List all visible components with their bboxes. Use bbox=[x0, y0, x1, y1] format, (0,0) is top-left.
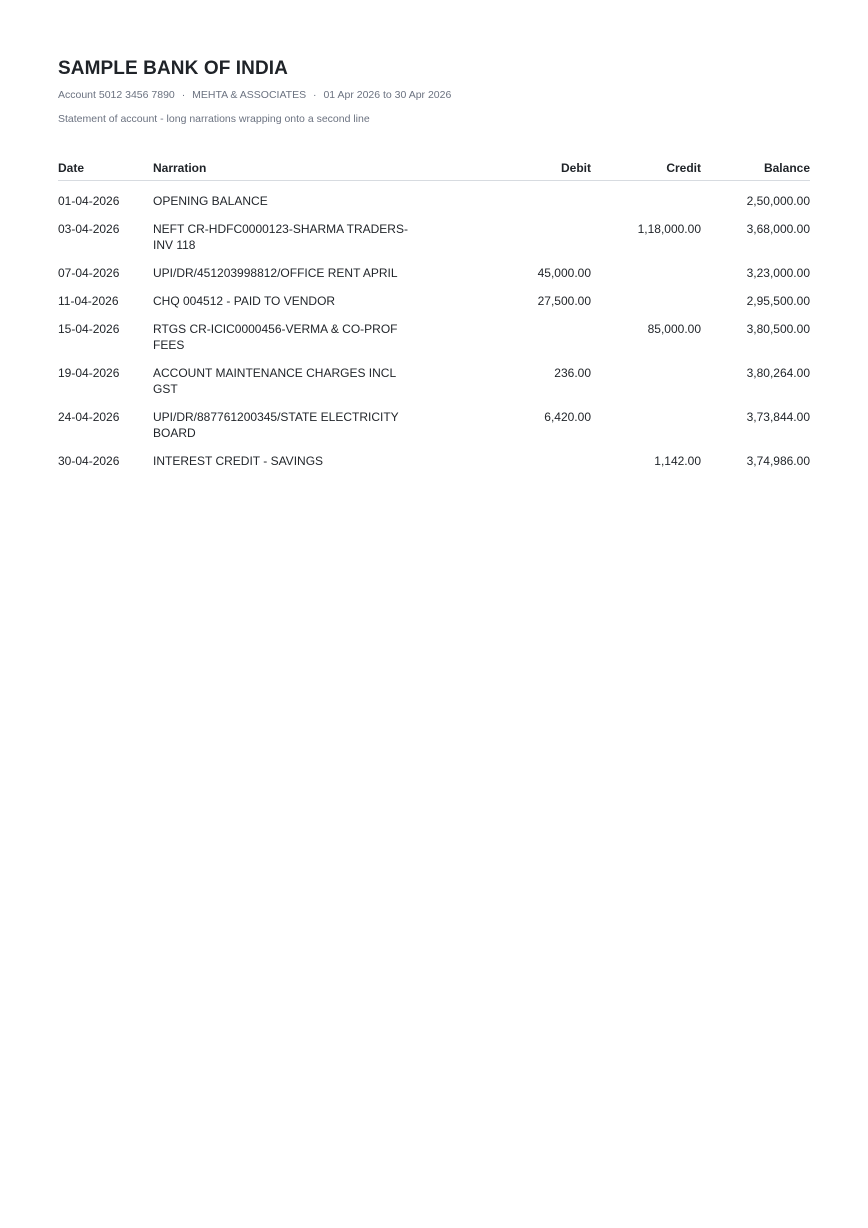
cell-narration bbox=[153, 181, 423, 210]
cell-credit bbox=[591, 353, 701, 397]
cell-narration bbox=[153, 441, 423, 469]
column-header-credit: Credit bbox=[591, 154, 701, 181]
cell-spacer bbox=[423, 209, 491, 253]
cell-spacer bbox=[423, 353, 491, 397]
cell-credit bbox=[591, 181, 701, 210]
cell-balance: 3,73,844.00 bbox=[746, 410, 810, 424]
transactions-body bbox=[58, 181, 810, 470]
column-header-balance: Balance bbox=[701, 154, 810, 181]
cell-date: 15-04-2026 bbox=[58, 322, 120, 336]
cell-debit bbox=[491, 309, 591, 353]
table-row bbox=[58, 309, 810, 353]
column-spacer bbox=[423, 154, 491, 181]
cell-debit: 45,000.00 bbox=[537, 266, 591, 280]
narration-text: ACCOUNT MAINTENANCE CHARGES INCL GST bbox=[153, 366, 396, 396]
narration-text: INTEREST CREDIT - SAVINGS bbox=[153, 454, 324, 468]
cell-balance: 3,23,000.00 bbox=[746, 266, 810, 280]
narration-text: UPI/DR/887761200345/STATE ELECTRICITY BOARD bbox=[153, 410, 399, 440]
account-holder: MEHTA & ASSOCIATES bbox=[192, 89, 307, 101]
cell-spacer bbox=[423, 309, 491, 353]
account-number: Account 5012 3456 7890 bbox=[58, 89, 175, 101]
cell-narration bbox=[153, 253, 423, 281]
cell-date: 03-04-2026 bbox=[58, 222, 120, 236]
table-row bbox=[58, 209, 810, 253]
cell-spacer bbox=[423, 441, 491, 469]
narration-text: NEFT CR-HDFC0000123-SHARMA TRADERS-INV 118 bbox=[153, 222, 408, 252]
narration-text: OPENING BALANCE bbox=[153, 194, 268, 208]
column-header-narration: Narration bbox=[153, 154, 423, 181]
narration-text: UPI/DR/451203998812/OFFICE RENT APRIL bbox=[153, 266, 398, 280]
meta-separator: · bbox=[181, 89, 186, 101]
table-row bbox=[58, 281, 810, 309]
table-row bbox=[58, 353, 810, 397]
cell-date: 07-04-2026 bbox=[58, 266, 120, 280]
cell-spacer bbox=[423, 397, 491, 441]
cell-debit: 236.00 bbox=[554, 366, 591, 380]
cell-date: 30-04-2026 bbox=[58, 454, 120, 468]
table-header-row bbox=[58, 154, 810, 181]
cell-credit bbox=[591, 397, 701, 441]
cell-balance: 2,50,000.00 bbox=[746, 194, 810, 208]
cell-spacer bbox=[423, 253, 491, 281]
cell-date: 19-04-2026 bbox=[58, 366, 120, 380]
meta-separator: · bbox=[313, 89, 317, 101]
cell-credit: 1,18,000.00 bbox=[637, 222, 701, 236]
cell-credit: 1,142.00 bbox=[654, 454, 701, 468]
bank-name-title: SAMPLE BANK OF INDIA bbox=[58, 58, 288, 79]
table-row bbox=[58, 181, 810, 210]
cell-credit bbox=[591, 253, 701, 281]
statement-period: 01 Apr 2026 to 30 Apr 2026 bbox=[323, 89, 452, 101]
column-header-debit: Debit bbox=[491, 154, 591, 181]
narration-text: CHQ 004512 - PAID TO VENDOR bbox=[153, 294, 336, 308]
cell-narration bbox=[153, 209, 423, 253]
cell-spacer bbox=[423, 281, 491, 309]
cell-debit bbox=[491, 181, 591, 210]
cell-debit bbox=[491, 441, 591, 469]
cell-balance: 3,68,000.00 bbox=[746, 222, 810, 236]
cell-date: 01-04-2026 bbox=[58, 194, 120, 208]
cell-debit: 6,420.00 bbox=[544, 410, 591, 424]
cell-balance: 2,95,500.00 bbox=[746, 294, 810, 308]
cell-debit: 27,500.00 bbox=[537, 294, 591, 308]
table-row bbox=[58, 253, 810, 281]
cell-credit bbox=[591, 281, 701, 309]
account-meta-line bbox=[58, 88, 810, 102]
table-row bbox=[58, 441, 810, 469]
statement-subtitle: Statement of account - long narrations wrapping onto a second line bbox=[58, 113, 370, 125]
cell-narration bbox=[153, 397, 423, 441]
cell-date: 11-04-2026 bbox=[58, 294, 119, 308]
cell-date: 24-04-2026 bbox=[58, 410, 120, 424]
cell-balance: 3,74,986.00 bbox=[746, 454, 810, 468]
cell-debit bbox=[491, 209, 591, 253]
transactions-table bbox=[58, 154, 810, 469]
cell-balance: 3,80,264.00 bbox=[746, 366, 810, 380]
cell-credit: 85,000.00 bbox=[647, 322, 701, 336]
cell-narration bbox=[153, 309, 423, 353]
narration-text: RTGS CR-ICIC0000456-VERMA & CO-PROF FEES bbox=[153, 322, 398, 352]
cell-narration bbox=[153, 281, 423, 309]
cell-balance: 3,80,500.00 bbox=[746, 322, 810, 336]
table-row bbox=[58, 397, 810, 441]
cell-spacer bbox=[423, 181, 491, 210]
cell-narration bbox=[153, 353, 423, 397]
column-header-date: Date bbox=[58, 154, 153, 181]
